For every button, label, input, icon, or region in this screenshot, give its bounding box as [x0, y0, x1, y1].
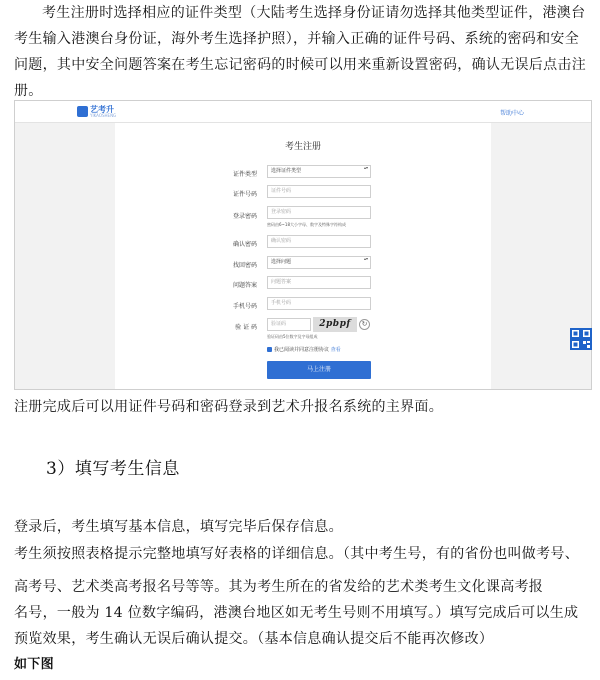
- recovery-question-label: 找回密码: [232, 262, 257, 269]
- captcha-hint: 验证码由5位数字及字母组成: [267, 334, 318, 339]
- answer-input[interactable]: 问题答案: [267, 276, 371, 289]
- refresh-icon[interactable]: ↻: [359, 319, 370, 330]
- form-title: 考生注册: [284, 142, 321, 152]
- detail-line-1: 考生须按照表格提示完整地填写好表格的详细信息。（其中考生号，有的省份也叫做考号、: [14, 546, 579, 562]
- help-center-link[interactable]: 帮助中心: [500, 110, 525, 117]
- detail-line-2: 高考号、艺术类高考报名号等等。其为考生所在的省发给的艺术类考生文化课高考报: [14, 579, 544, 595]
- agreement-row[interactable]: 我已阅读并同意注册协议 查看: [267, 346, 341, 353]
- password-input[interactable]: 登录密码: [267, 206, 371, 219]
- checkbox-icon[interactable]: [267, 347, 272, 352]
- phone-input[interactable]: 手机号码: [267, 297, 371, 310]
- detail-line-4: 预览效果，考生确认无误后确认提交。（基本信息确认提交后不能再次修改）: [14, 631, 494, 647]
- logo-icon: [77, 106, 88, 117]
- captcha-image[interactable]: 2pbpf: [313, 317, 357, 332]
- confirm-password-label: 确认密码: [232, 241, 257, 248]
- answer-label: 问题答案: [232, 282, 257, 289]
- intro-paragraph: 考生注册时选择相应的证件类型（大陆考生选择身份证请勿选择其他类型证件，港澳台考生输入港澳台身份证，海外考生选择护照），并输入正确的证件号码、系统的密码和安全问题，其中安全问题答案在考生忘记密码的时候可以用来重新设置密码，确认无误后点击注册。: [14, 5, 586, 99]
- id-number-label: 证件号码: [232, 191, 257, 198]
- phone-label: 手机号码: [232, 303, 257, 310]
- site-header: [15, 101, 591, 123]
- confirm-password-input[interactable]: 确认密码: [267, 235, 371, 248]
- login-paragraph: 登录后，考生填写基本信息，填写完毕后保存信息。: [14, 519, 343, 535]
- register-button[interactable]: 马上注册: [267, 361, 371, 379]
- password-label: 登录密码: [232, 213, 257, 220]
- recovery-question-select[interactable]: 选择问题 ▴▾: [267, 256, 371, 269]
- after-register-note: 注册完成后可以用证件号码和密码登录到艺术升报名系统的主界面。: [14, 399, 443, 415]
- password-hint: 密码由6~18大小字母、数字及特殊字符构成: [267, 222, 346, 227]
- section-heading: 3）填写考生信息: [46, 459, 180, 479]
- id-number-input[interactable]: 证件号码: [267, 185, 371, 198]
- below-figure-label: 如下图: [14, 657, 54, 672]
- id-type-label: 证件类型: [232, 171, 257, 178]
- captcha-input[interactable]: 验证码: [267, 318, 311, 331]
- site-logo[interactable]: 艺考升 YIKAOSHENG: [77, 105, 111, 119]
- detail-line-3: 名号，一般为 14 位数字编码，港澳台地区如无考生号则不用填写。）填写完成后可以生成: [14, 605, 579, 621]
- qr-code-icon[interactable]: [570, 328, 592, 350]
- id-type-select[interactable]: 选择证件类型 ▴▾: [267, 165, 371, 178]
- captcha-label: 验 证 码: [235, 324, 257, 331]
- view-agreement-link[interactable]: 查看: [330, 347, 341, 353]
- register-form: [115, 123, 491, 390]
- registration-screenshot: [14, 100, 592, 390]
